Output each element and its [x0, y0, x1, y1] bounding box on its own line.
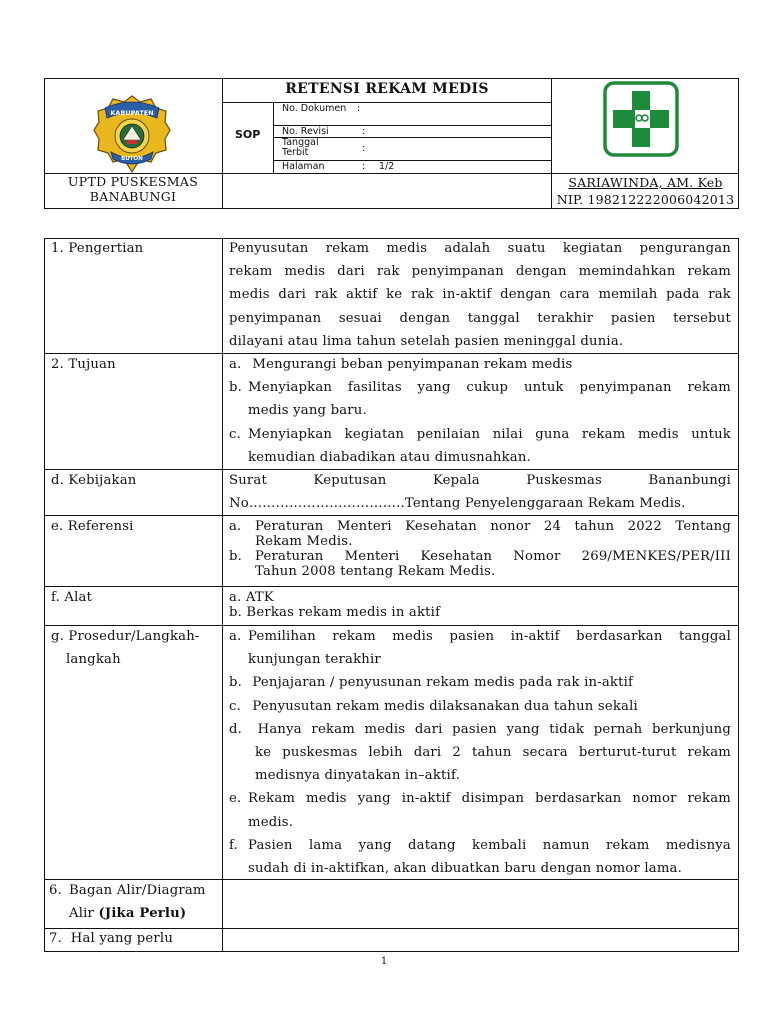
logo-text-bottom: BUTON	[121, 156, 143, 162]
meta-no-dokumen: No. Dokumen :	[282, 103, 361, 114]
logo-text-top: KABUPATEN	[110, 109, 154, 117]
row-label-prosedur: g. Prosedur/Langkah- langkah	[51, 629, 200, 668]
signer-nip: NIP. 198212222006042013	[556, 192, 735, 207]
row-content-alat: a. ATK b. Berkas rekam medis in aktif	[229, 590, 441, 620]
row-content-tujuan: a. Mengurangi beban penyimpanan rekam medis b. Menyiapkan fasilitas yang cukup untuk penyimpanan rekam medis yang baru. c. Menyiapkan kegiatan penilaian nilai guna rekam medis untuk kemudian diabadikan atau dimusnahkan.	[229, 357, 731, 465]
signer-name: SARIAWINDA, AM. Keb	[568, 175, 723, 190]
sop-label: SOP	[235, 128, 261, 141]
row-content-prosedur: a. Pemilihan rekam medis pasien in-aktif berdasarkan tanggal kunjungan terakhir b. Penjajaran / penyusunan rekam medis pada rak in-aktif c. Penyusutan rekam medis dilaksanakan dua tahun sekali d. Hanya rekam medis dari pasien yang tidak pernah berkunjung ke puskesmas lebih dari 2 tahun secara berturut-turut rekam medisnya dinyatakan in–aktif. e. Rekam medis yang in-aktif disimpan berdasarkan nomor rekam medis. f. Pasien lama yang datang kembali namun rekam medisnya sudah di in-aktifkan, akan dibuatkan baru dengan nomor lama.	[229, 629, 731, 877]
organization-name: UPTD PUSKESMAS BANABUNGI	[67, 174, 199, 204]
row-label-tujuan: 2. Tujuan	[51, 357, 116, 372]
kabupaten-buton-logo	[93, 94, 171, 174]
meta-no-revisi: No. Revisi :	[282, 126, 366, 137]
row-label-bagan: 6. Bagan Alir/Diagram Alir (Jika Perlu)	[49, 883, 206, 922]
meta-tanggal-terbit: Tanggal Terbit :	[282, 137, 366, 158]
meta-halaman: Halaman : 1/2	[282, 161, 395, 172]
row-content-pengertian: Penyusutan rekam medis adalah suatu kegiatan pengurangan rekam medis dari rak penyimpanan dengan memindahkan rekam medis dari rak aktif ke rak in-aktif dengan cara memilah pada rak penyimpanan sesuai dengan tanggal terakhir pasien tersebut dilayani atau lima tahun setelah pasien meninggal dunia.	[229, 241, 731, 349]
table-column-divider	[222, 238, 223, 952]
row-label-alat: f. Alat	[51, 590, 93, 605]
signer-block	[552, 174, 739, 208]
document-title: RETENSI REKAM MEDIS	[285, 81, 489, 97]
row-label-kebijakan: d. Kebijakan	[51, 473, 137, 488]
row-label-referensi: e. Referensi	[51, 519, 134, 534]
row-content-kebijakan: Surat Keputusan Kepala Puskesmas Bananbungi No……………………………..Tentang Penyelenggaraan Rekam Medis.	[229, 473, 731, 512]
row-content-referensi: a. Peraturan Menteri Kesehatan nonor 24 tahun 2022 Tentang Rekam Medis. b. Peraturan Menteri Kesehatan Nomor 269/MENKES/PER/III Tahun 2008 tentang Rekam Medis.	[229, 519, 731, 579]
row-label-hal: 7. Hal yang perlu	[49, 931, 174, 946]
header-title-rule	[222, 102, 552, 103]
puskesmas-logo	[602, 80, 680, 158]
page-number: 1	[380, 956, 388, 967]
row-label-pengertian: 1. Pengertian	[51, 241, 144, 256]
